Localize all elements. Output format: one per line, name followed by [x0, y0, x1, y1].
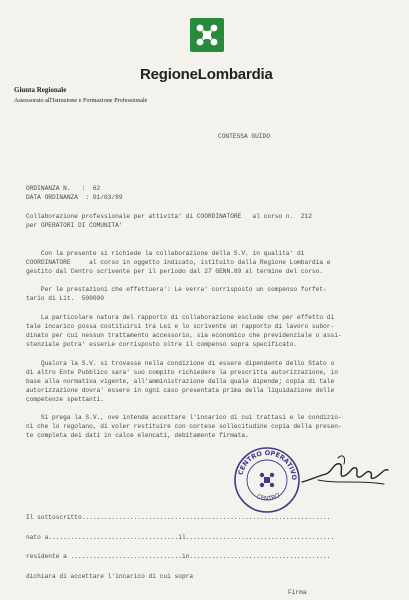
para3-line-1: La particolare natura del rapporto di collaborazione esclude che per effetto di — [26, 314, 335, 321]
para3-line-3: dinato per cui nessun trattamento accessorio, sia economico che previdenziale o assi- — [26, 332, 342, 339]
subject-line-2: per OPERATORI DI COMUNITA' — [26, 222, 123, 229]
para1-line-2: COORDINATORE al corso in oggetto indicato, istituito dalla Regione Lombardia e — [26, 259, 331, 266]
form-firma-label: Firma — [288, 589, 307, 596]
para2-line-2: tario di Lit. 500000 — [26, 295, 104, 302]
para1-line-1: Con la presente si richiede la collaborazione della S.V. in qualita' di — [26, 250, 305, 257]
para4-line-2: di altro Ente Pubblico sara' suo compito richiedere la prescritta autorizzazione, in — [26, 369, 338, 376]
handwritten-signature — [298, 450, 398, 492]
para3-line-2: tale incarico possa costituirsi tra Lei e lo scrivente un rapporto di lavoro subor- — [26, 323, 335, 330]
svg-text:CENTRO — [256, 492, 282, 503]
giunta-label: Giunta Regionale — [14, 86, 67, 94]
brand-title: RegioneLombardia — [140, 66, 273, 83]
assessorato-label: Assessorato all'Istruzione e Formazione Professionale — [14, 97, 148, 104]
subject-line-1: Collaborazione professionale per attivita' di COORDINATORE al corso n. 212 — [26, 213, 312, 220]
para3-line-4: stenziale potra' esserLe corrisposto oltre il compenso sopra specificato. — [26, 341, 298, 348]
para1-line-3: gestito dal Centro scrivente per il periodo dal 27 GENN.89 al termine del corso. — [26, 268, 324, 275]
para5-line-1: Si prega la S.V., ove intenda accettare l'incarico di cui trattasi e le condizio- — [26, 414, 342, 421]
para4-line-1: Qualora la S.V. si trovasse nella condizione di essere dipendente dello Stato o — [26, 360, 335, 367]
svg-text:CENTRO OPERATIVO REGIONALE — [232, 445, 298, 481]
form-birth-line[interactable]: nato a...................................il........................................ — [26, 534, 335, 541]
para4-line-3: base alla normativa vigente, all'amministrazione dalla quale dipende; copia di tale — [26, 378, 335, 385]
stamp-bottom-text: CENTRO — [255, 491, 282, 503]
official-stamp — [232, 445, 302, 515]
form-name-line[interactable]: Il sottoscritto................................................................... — [26, 514, 331, 521]
para4-line-5: competenze spettanti. — [26, 396, 104, 403]
ordinanza-number: ORDINANZA N. : 62 — [26, 185, 101, 192]
para2-line-1: Per le prestazioni che effettuera': Le verra' corrisposto un compenso forfet- — [26, 286, 327, 293]
ordinanza-date: DATA ORDINANZA : 01/03/89 — [26, 194, 123, 201]
region-logo-icon — [190, 18, 224, 52]
form-accept-statement: dichiara di accettare l'incarico di cui sopra — [26, 573, 194, 580]
recipient-name: CONTESSA GUIDO — [218, 133, 270, 140]
stamp-top-text: CENTRO OPERATIVO — [236, 448, 299, 481]
form-residence-line[interactable]: residente a ..............................in...................................... — [26, 553, 331, 560]
para5-line-2: ni che lo regolano, di voler restituire con cortese sollecitudine copia della presen- — [26, 423, 342, 430]
para5-line-3: te completa dei dati in calce elencati, debitamente firmata. — [26, 432, 249, 439]
stamp-emblem-icon — [260, 473, 274, 487]
para4-line-4: autorizzazione dovra' essere in ogni caso presentata prima della liquidazione delle — [26, 387, 335, 394]
